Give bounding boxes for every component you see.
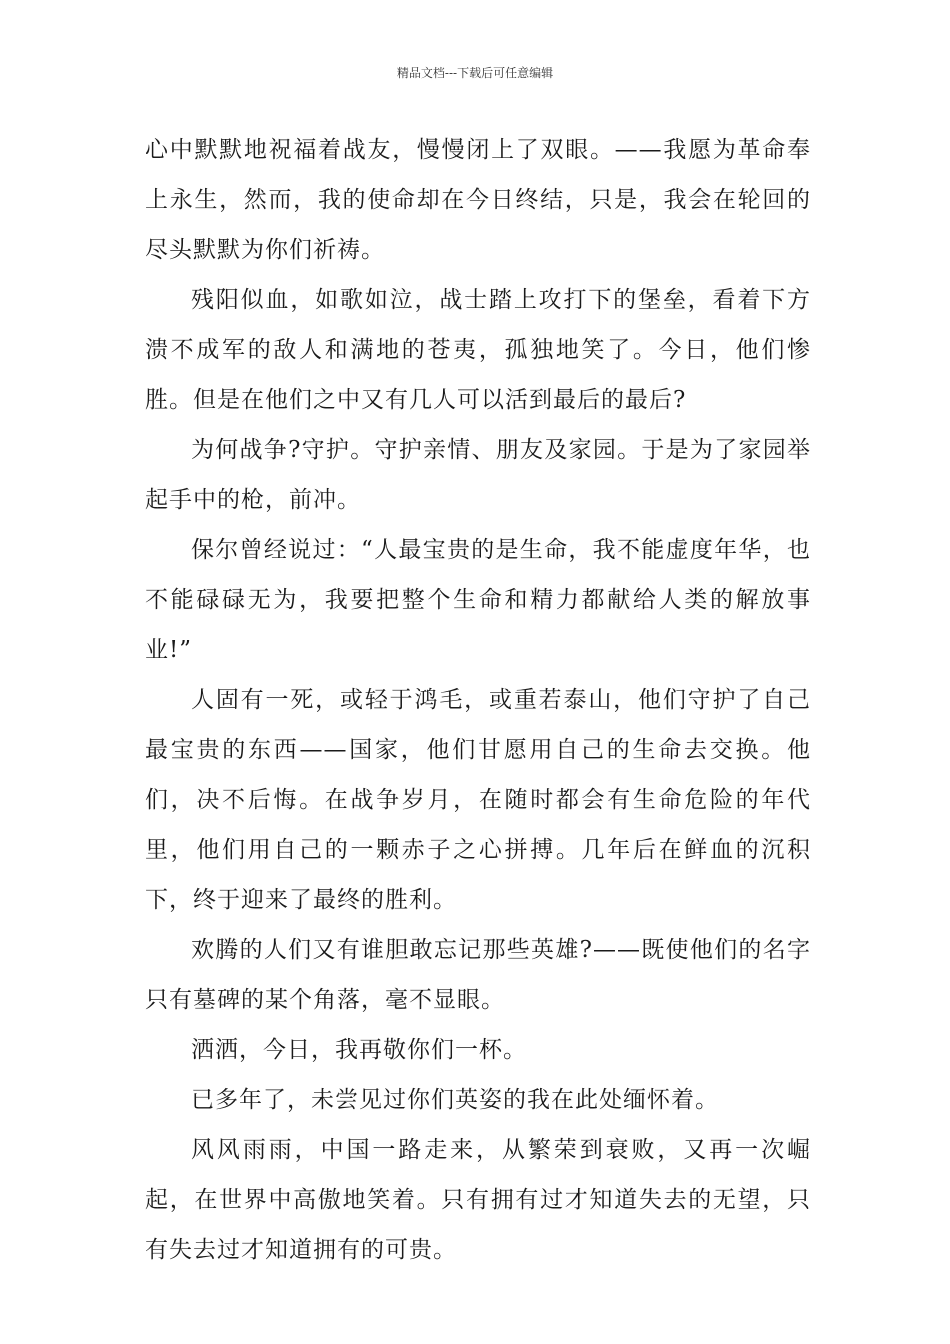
paragraph: 洒洒，今日，我再敬你们一杯。 [191, 1037, 527, 1063]
paragraph: 保尔曾经说过：“人最宝贵的是生命，我不能虚度年华，也不能碌碌无为，我要把整个生命和精力都献给人类的解放事业!” [145, 537, 811, 663]
page-header: 精品文档---下载后可任意编辑 [396, 66, 554, 80]
paragraph: 欢腾的人们又有谁胆敢忘记那些英雄?——既使他们的名字只有墓碑的某个角落，毫不显眼。 [145, 937, 811, 1013]
paragraph: 为何战争?守护。守护亲情、朋友及家园。于是为了家园举起手中的枪，前冲。 [145, 437, 811, 513]
paragraph: 已多年了，未尝见过你们英姿的我在此处缅怀着。 [191, 1087, 719, 1113]
paragraph: 残阳似血，如歌如泣，战士踏上攻打下的堡垒，看着下方溃不成军的敌人和满地的苍夷，孤独地笑了。今日，他们惨胜。但是在他们之中又有几人可以活到最后的最后? [145, 287, 811, 413]
document-body [145, 125, 811, 1275]
paragraph: 风风雨雨，中国一路走来，从繁荣到衰败，又再一次崛起，在世界中高傲地笑着。只有拥有过才知道失去的无望，只有失去过才知道拥有的可贵。 [145, 1137, 811, 1263]
paragraph: 人固有一死，或轻于鸿毛，或重若泰山，他们守护了自己最宝贵的东西——国家，他们甘愿用自己的生命去交换。他们，决不后悔。在战争岁月，在随时都会有生命危险的年代里，他们用自己的一颗赤子之心拼搏。几年后在鲜血的沉积下，终于迎来了最终的胜利。 [145, 687, 811, 913]
paragraph: 心中默默地祝福着战友，慢慢闭上了双眼。——我愿为革命奉上永生，然而，我的使命却在今日终结，只是，我会在轮回的尽头默默为你们祈祷。 [145, 137, 811, 263]
